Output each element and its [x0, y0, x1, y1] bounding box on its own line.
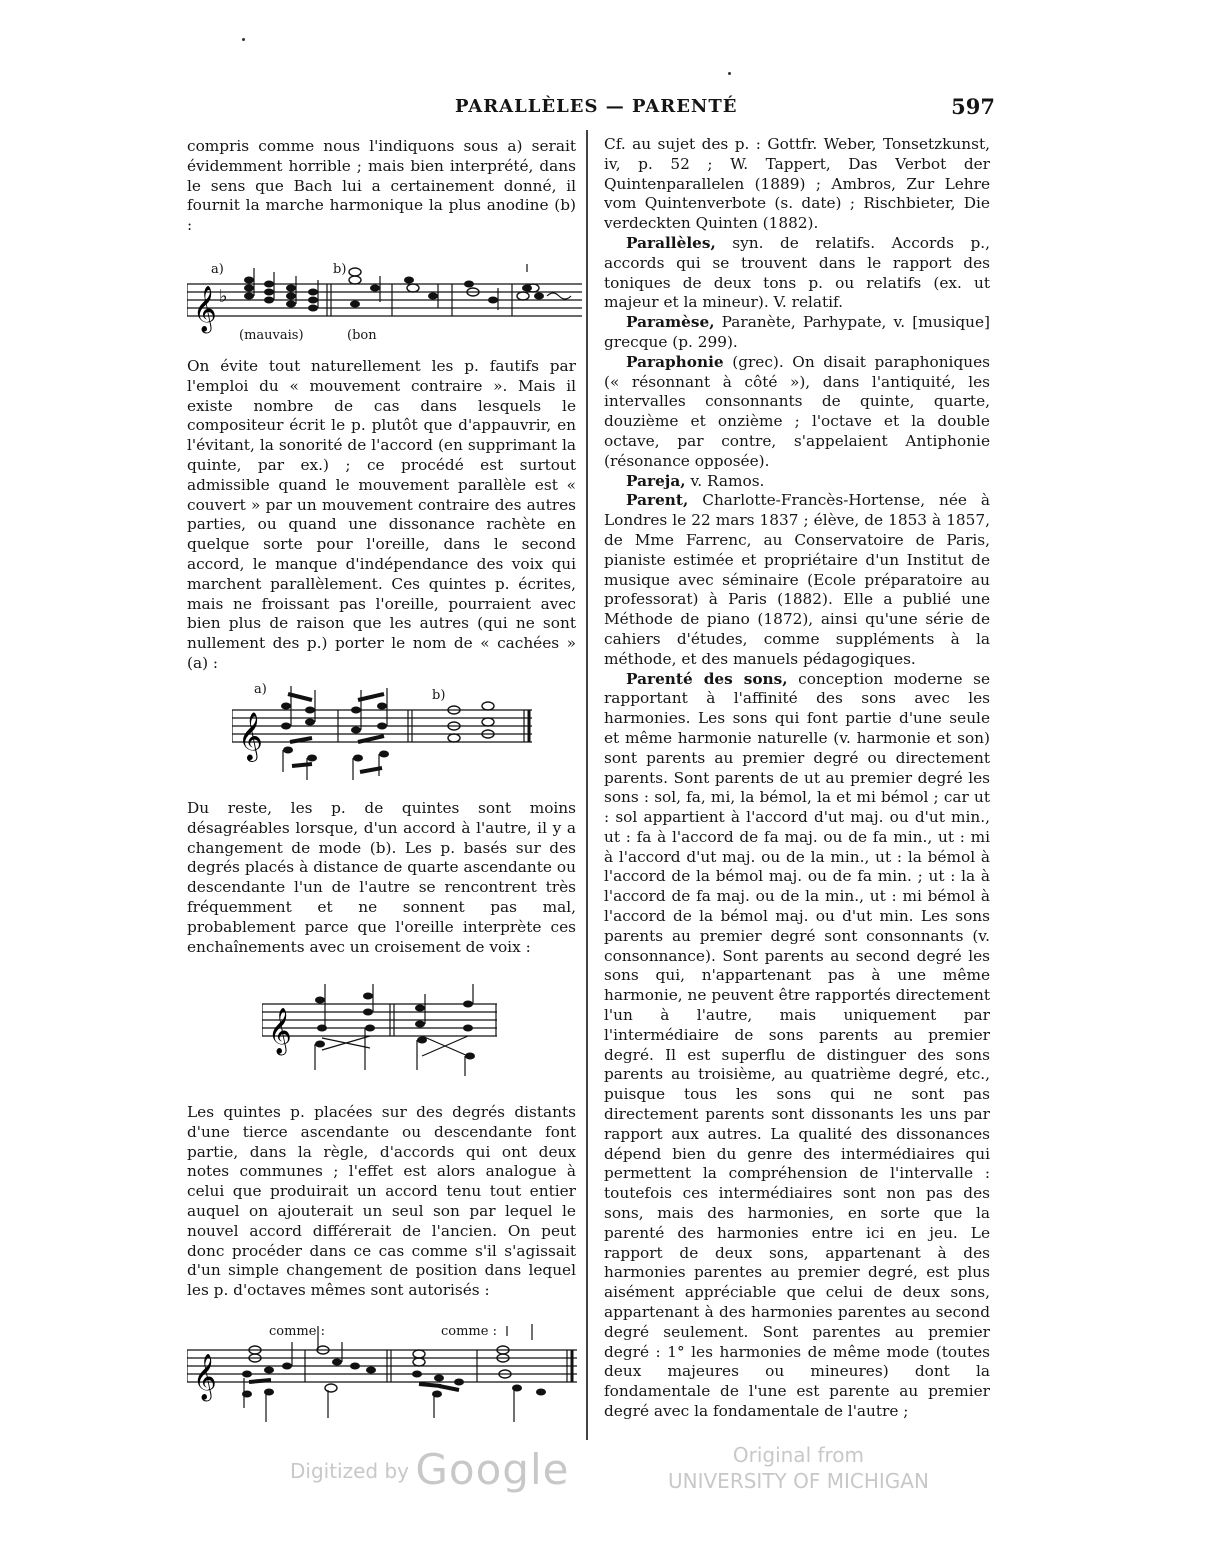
entry-paraphonie: Paraphonie (grec). On disait paraphoniques (« résonnant à côté »), dans l'antiquité, les intervalles consonnants de quinte, quarte, douzième et onzième ; l'octave et la double octave, par contre, s'appelaient Antiphonie (résonance opposée).: [604, 352, 990, 470]
page-number: 597: [951, 94, 995, 119]
label-bon: (bon: [347, 328, 377, 343]
right-column: [604, 135, 990, 1422]
example-label-a: a): [254, 682, 267, 697]
digitized-by-google-watermark: Digitized by Google: [290, 1445, 570, 1494]
label-comme-2: comme :: [441, 1324, 497, 1339]
left-paragraph-2: On évite tout naturellement les p. fautifs par l'emploi du « mouvement contraire ». Mais il existe nombre de cas dans lesquels le compositeur écrit le p. plutôt que d'appauvrir, en l'évitant, la sonorité de l'accord (en supprimant la quinte, par ex.) ; ce procédé est surtout admissible quand le mouvement parallèle est « couvert » par un mouvement contraire des autres parties, ou quand une dissonance rachète en quelque sorte pour l'oreille, dans le second accord, le manque d'indépendance des voix qui marchent parallèlement. Ces quintes p. écrites, mais ne froissant pas l'oreille, pourraient avec bien plus de raison que les autres (qui ne sont nullement des p.) porter le nom de « cachées » (a) :: [187, 357, 576, 672]
left-paragraph-4: Les quintes p. placées sur des degrés distants d'une tierce ascendante ou descendante font partie, dans la règle, d'accords qui ont deux notes communes ; l'effet est alors analogue à celui que produirait un accord tenu tout entier auquel on ajouterait un seul son par lequel le nouvel accord différerait de l'ancien. On peut donc procéder dans ce cas comme s'il s'agissait d'un simple changement de position dans lequel les p. d'octaves mêmes sont autorisés :: [187, 1103, 576, 1300]
svg-text:𝄞: 𝄞: [238, 711, 263, 760]
music-example-3: [262, 980, 502, 1080]
running-header: [455, 96, 995, 126]
entry-pareja: Pareja, v. Ramos.: [626, 471, 765, 490]
entry-paralleles: Parallèles, syn. de relatifs. Accords p., accords qui se trouvent dans le rapport des toniques de deux tons p. ou relatifs (ex. ut majeur et la mineur). V. relatif.: [604, 233, 990, 312]
example-label-b: b): [432, 688, 446, 703]
speck: [728, 72, 731, 75]
entry-parente-des-sons: Parenté des sons, conception moderne se rapportant à l'affinité des sons avec les harmonies. Les sons qui font partie d'une seule et même harmonie naturelle (v. harmonie et son) sont parents au premier degré ou directement parents. Sont parents de ut au premier degré les sons : sol, fa, mi, la bémol, la et mi bémol ; car ut : sol appartient à l'accord d'ut maj. ou d'ut min., ut : fa à l'accord de fa maj. ou de fa min., ut : mi à l'accord d'ut maj. ou de la min., ut : la bémol à l'accord de la bémol maj. ou de fa min. ; ut : la à l'accord de fa maj. ou de la min., ut : mi bémol à l'accord de la bémol maj. ou d'ut min. Les sons parents au premier degré sont consonnants (v. consonnance). Sont parents au second degré les sons qui, n'appartenant pas à une même harmonie, ne peuvent être rapportés directement l'un à l'autre, mais uniquement par l'intermédiaire de sons parents au premier degré. Il est superflu de distinguer des sons parents au troisième, au quatrième degré, etc., puisque tous les sons qui ne sont pas directement parents sont dissonants les uns par rapport aux autres. La qualité des dissonances dépend bien du genre des intermédiaires qui permettent la compréhension de l'intervalle : toutefois ces intermédiaires sont non pas des sons, mais des harmonies, en sorte que la parenté des harmonies entre ici en jeu. Le rapport de deux sons, appartenant à des harmonies parentes au premier degré, est plus aisément appréciable que celui de deux sons, appartenant à des harmonies parentes au second degré seulement. Sont parentes au premier degré : 1° les harmonies de même mode (toutes deux majeures ou mineures) dont la fondamentale de l'une est parente au premier degré avec la fondamentale de l'autre ;: [604, 669, 990, 1420]
label-comme-1: comme :: [269, 1324, 325, 1339]
right-paragraph-references: Cf. au sujet des p. : Gottfr. Weber, Tonsetzkunst, iv, p. 52 ; W. Tappert, Das Verbot der Quintenparallelen (1889) ; Ambros, Zur Lehre vom Quintenverbote (s. date) ; Rischbieter, Die verdeckten Quinten (1882).: [604, 135, 990, 233]
svg-text:𝄞: 𝄞: [193, 1354, 217, 1400]
svg-text:𝄞: 𝄞: [193, 286, 217, 332]
example-label-a: a): [211, 262, 224, 277]
speck: [242, 38, 245, 41]
music-example-2: [232, 680, 552, 790]
svg-text:♭: ♭: [219, 286, 228, 307]
entry-parent: Parent, Charlotte-Francès-Hortense, née à Londres le 22 mars 1837 ; élève, de 1853 à 1857, de Mme Farrenc, au Conservatoire de Paris, pianiste estimée et propriétaire d'un Institut de musique avec séminaire (Ecole préparatoire au professorat) à Paris (1882). Elle a publié une Méthode de piano (1872), ainsi qu'une série de cahiers d'études, comme suppléments à la méthode, et des manuels pédagogiques.: [604, 491, 990, 668]
google-logo: Google: [415, 1445, 570, 1494]
original-from-watermark: Original from UNIVERSITY OF MICHIGAN: [668, 1443, 929, 1493]
header-title: PARALLÈLES — PARENTÉ: [455, 96, 738, 117]
music-example-1: [187, 258, 587, 348]
svg-text:𝄞: 𝄞: [268, 1008, 292, 1054]
left-paragraph-1: compris comme nous l'indiquons sous a) serait évidemment horrible ; mais bien interprété, dans le sens que Bach lui a certainement donné, il fournit la marche harmonique la plus anodine (b) :: [187, 137, 576, 235]
label-mauvais: (mauvais): [239, 328, 304, 343]
entry-paramese: Paramèse, Paranète, Parhypate, v. [musique] grecque (p. 299).: [604, 313, 990, 351]
example-label-b: b): [333, 262, 347, 277]
left-paragraph-3: Du reste, les p. de quintes sont moins désagréables lorsque, d'un accord à l'autre, il y a changement de mode (b). Les p. basés sur des degrés placés à distance de quarte ascendante ou descendante l'un de l'autre se rencontrent très fréquemment et ne sonnent pas mal, probablement parce que l'oreille interprète ces enchaînements avec un croisement de voix :: [187, 799, 576, 956]
music-example-4: [187, 1322, 587, 1432]
